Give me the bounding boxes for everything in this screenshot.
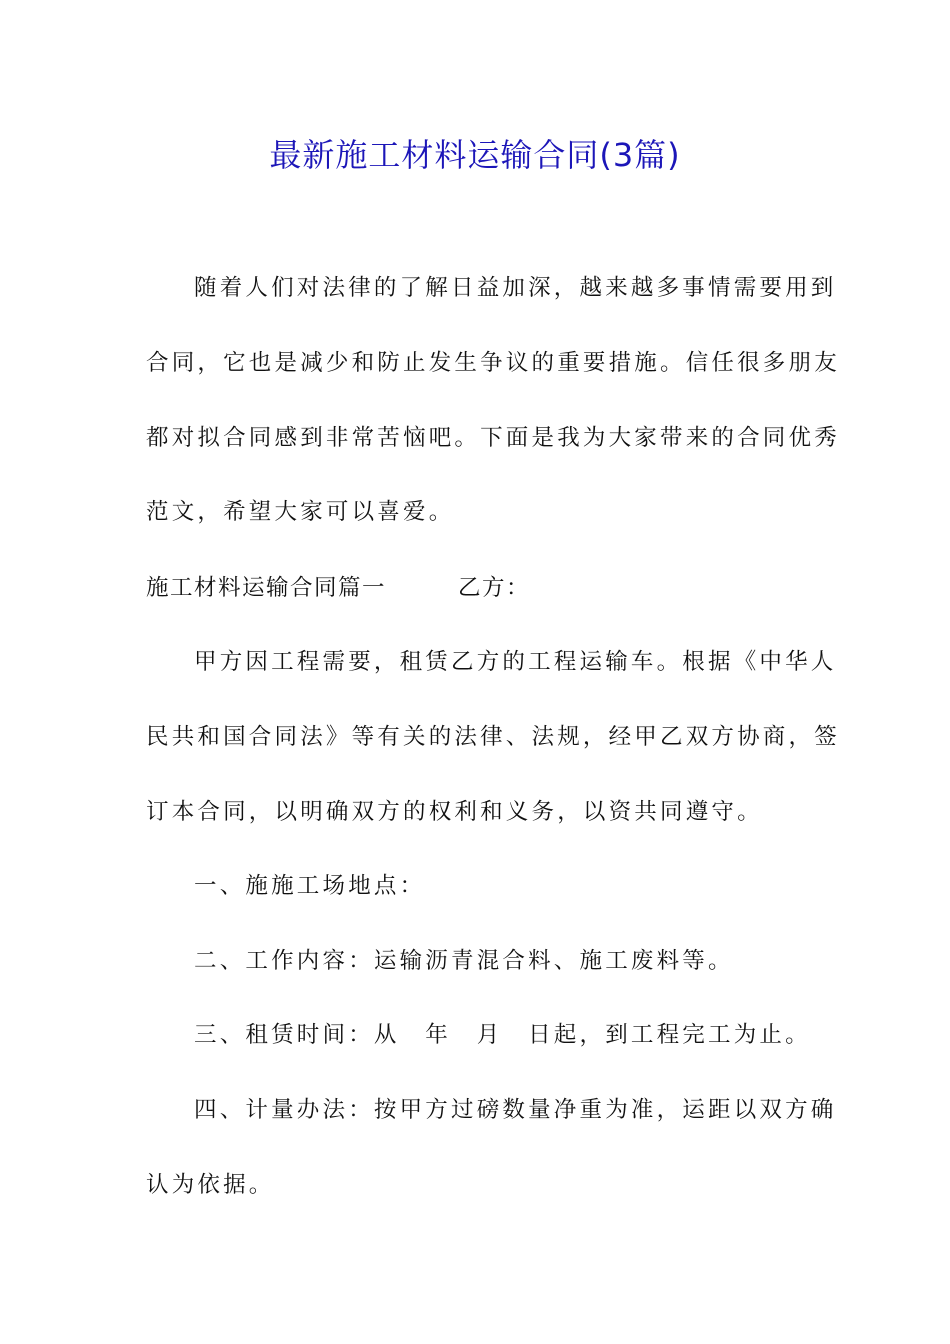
clause-item: 二、工作内容：运输沥青混合料、施工废料等。 xyxy=(194,948,734,974)
clause-item: 四、计量办法：按甲方过磅数量净重为准，运距以双方确 xyxy=(194,1097,837,1123)
paragraph-line: 认为依据。 xyxy=(146,1172,275,1198)
clause-item: 三、租赁时间：从 年 月 日起，到工程完工为止。 xyxy=(194,1022,811,1048)
paragraph-line: 随着人们对法律的了解日益加深，越来越多事情需要用到 xyxy=(194,275,837,301)
paragraph-line: 订本合同，以明确双方的权利和义务，以资共同遵守。 xyxy=(146,799,763,825)
paragraph-line: 甲方因工程需要，租赁乙方的工程运输车。根据《中华人 xyxy=(194,649,837,675)
paragraph-line: 都对拟合同感到非常苦恼吧。下面是我为大家带来的合同优秀 xyxy=(146,425,840,451)
section-heading: 施工材料运输合同篇一 乙方： xyxy=(146,575,531,601)
paragraph-line: 民共和国合同法》等有关的法律、法规，经甲乙双方协商，签 xyxy=(146,724,840,750)
clause-item: 一、施施工场地点： xyxy=(194,873,426,899)
paragraph-line: 合同，它也是减少和防止发生争议的重要措施。信任很多朋友 xyxy=(146,350,840,376)
document-title: 最新施工材料运输合同(3篇) xyxy=(269,136,681,174)
paragraph-line: 范文，希望大家可以喜爱。 xyxy=(146,499,455,525)
